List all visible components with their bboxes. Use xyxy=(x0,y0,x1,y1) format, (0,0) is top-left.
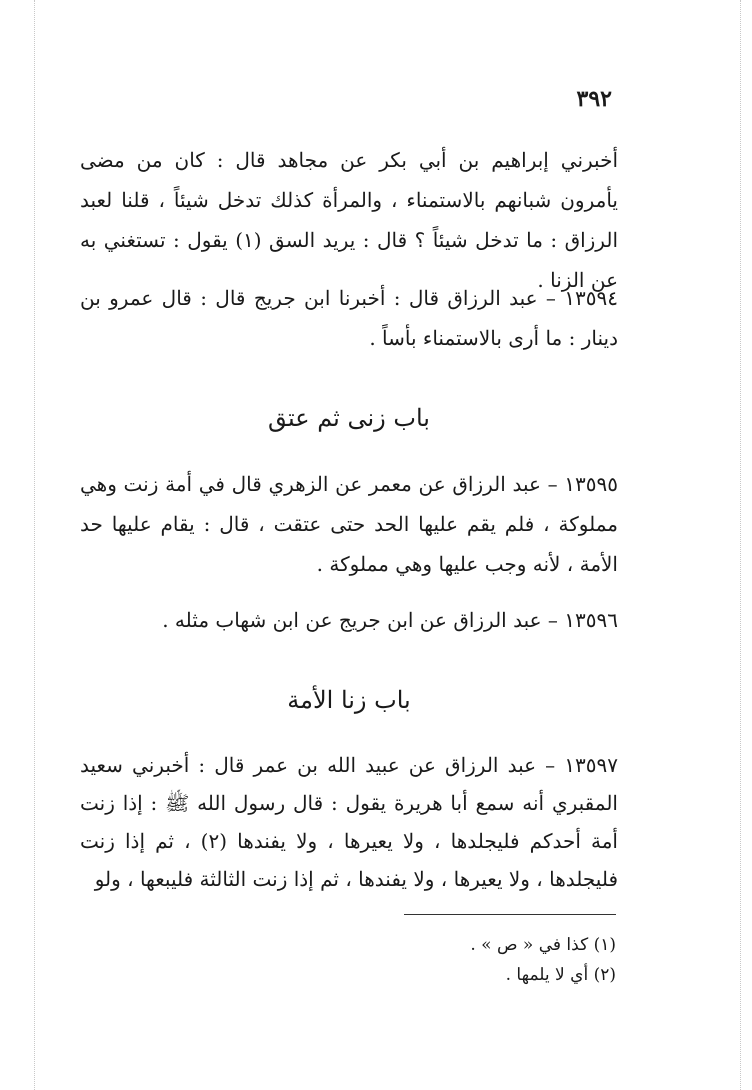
paragraph-text: ١٣٥٩٥ – عبد الرزاق عن معمر عن الزهري قال في أمة زنت وهي مملوكة ، فلم يقم عليها الحد حتى عتقت ، قال : يقام عليها حد الأمة ، لأنه وجب عليها وهي مملوكة . xyxy=(80,472,618,576)
hadith-13597 xyxy=(80,746,618,898)
paragraph-text: ١٣٥٩٤ – عبد الرزاق قال : أخبرنا ابن جريج قال : قال عمرو بن دينار : ما أرى بالاستمناء بأساً . xyxy=(80,286,618,350)
hadith-13595 xyxy=(80,464,618,584)
footnote-1: (١) كذا في « ص » . xyxy=(470,935,616,955)
paragraph-text: ١٣٥٩٧ – عبد الرزاق عن عبيد الله بن عمر قال : أخبرني سعيد المقبري أنه سمع أبا هريرة يقول : قال رسول الله ﷺ : إذا زنت أمة أحدكم فليجلدها ، ولا يعيرها ، ولا يفندها (٢) ، ثم إذا زنت فليجلدها ، ولا يعيرها ، ولا يفندها ، ثم إذا زنت الثالثة فليبعها ، ولو xyxy=(80,753,618,891)
footnote-divider xyxy=(404,914,616,915)
hadith-13594 xyxy=(80,278,618,358)
footnotes xyxy=(320,930,616,990)
page-edge-right xyxy=(740,0,741,1090)
page-number: ٣٩٢ xyxy=(576,86,612,112)
paragraph-mujahid xyxy=(80,140,618,300)
footnote-2: (٢) أي لا يلمها . xyxy=(505,965,616,985)
page-edge-left xyxy=(34,0,35,1090)
paragraph-text: أخبرني إبراهيم بن أبي بكر عن مجاهد قال : كان من مضى يأمرون شبانهم بالاستمناء ، والمرأة كذلك تدخل شيئاً ، قلنا لعبد الرزاق : ما تدخل شيئاً ؟ قال : يريد السق (١) يقول : تستغني به عن الزنا . xyxy=(80,148,618,292)
paragraph-text: ١٣٥٩٦ – عبد الرزاق عن ابن جريج عن ابن شهاب مثله . xyxy=(162,608,618,632)
section-heading-zina-of-slave-woman: باب زنا الأمة xyxy=(287,686,411,714)
section-heading-zina-then-emancipation: باب زنى ثم عتق xyxy=(268,404,430,432)
hadith-13596 xyxy=(80,600,618,640)
